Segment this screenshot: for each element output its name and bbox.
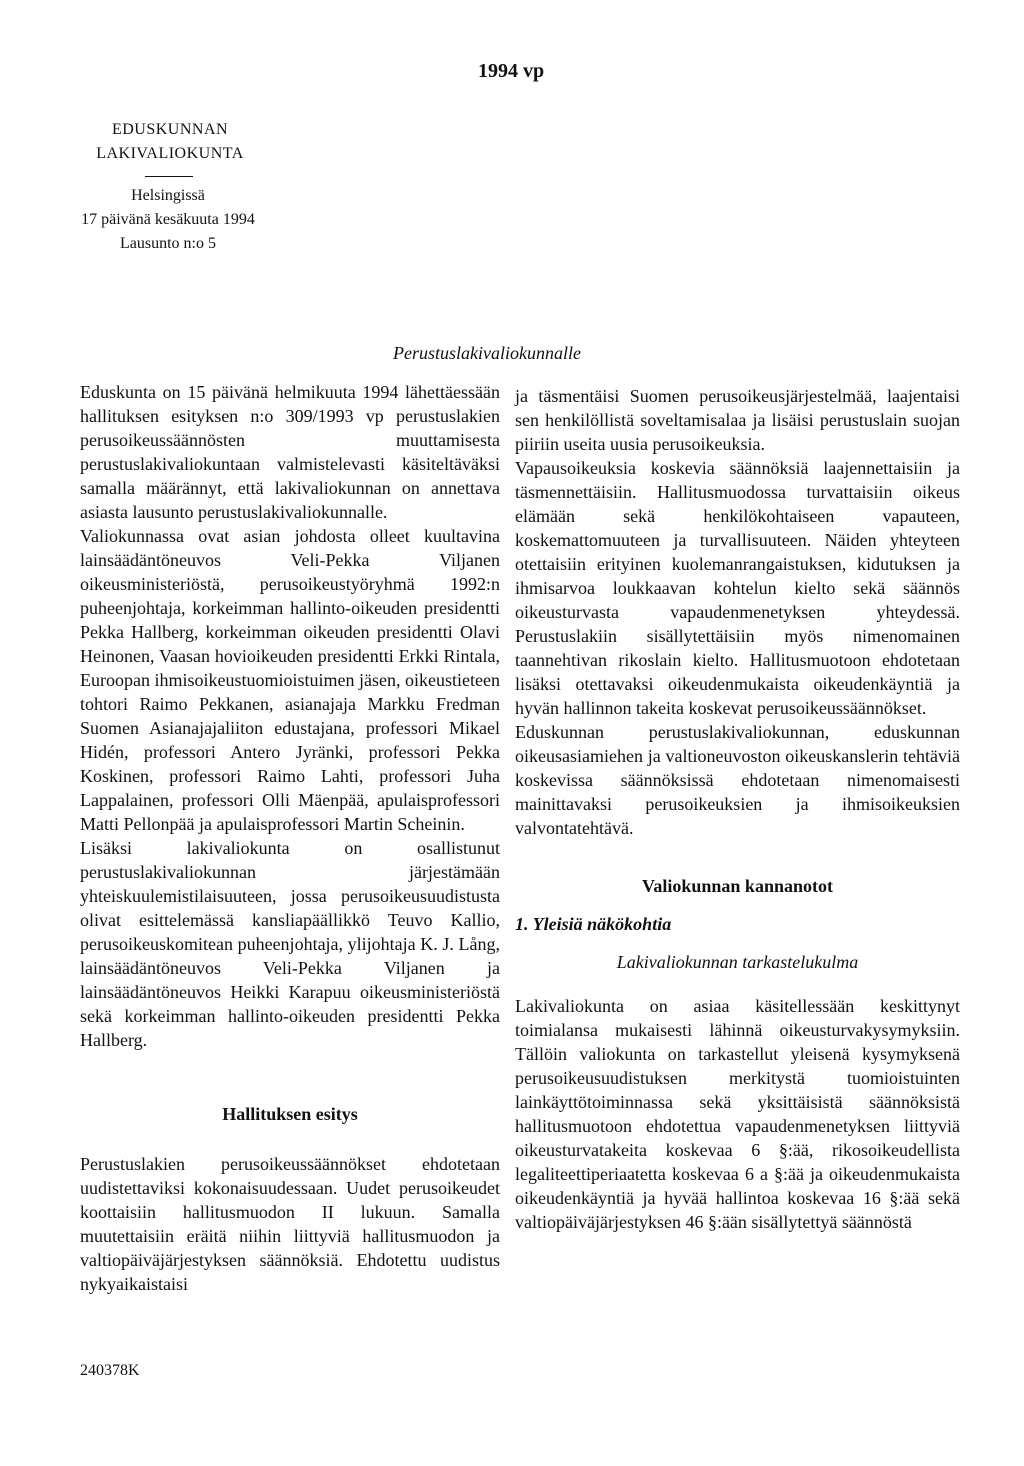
- place: Helsingissä: [131, 187, 205, 204]
- header-divider: [145, 176, 193, 177]
- section-heading: Valiokunnan kannanotot: [642, 876, 833, 896]
- right-column: [515, 384, 960, 1234]
- paragraph: Valiokunnassa ovat asian johdosta olleet kuultavina lainsäädäntöneuvos Veli-Pekka Viljanen oikeusministeriöstä, perusoikeustyöryhmä 1992:n puheenjohtaja, korkeimman hallinto-oikeuden presidentti Pekka Hallberg, korkeimman oikeuden presidentti Olavi Heinonen, Vaasan hovioikeuden presidentti Erkki Rintala, Euroopan ihmisoikeustuomioistuimen jäsen, oikeustieteen tohtori Raimo Pekkanen, asianajaja Markku Fredman Suomen Asianajajaliiton edustajana, professori Mikael Hidén, professori Antero Jyränki, professori Pekka Koskinen, professori Raimo Lahti, professori Juha Lappalainen, professori Olli Mäenpää, apulaisprofessori Matti Pellonpää ja apulaisprofessori Martin Scheinin.: [80, 526, 500, 834]
- date: 17 päivänä kesäkuuta 1994: [81, 211, 255, 228]
- org-line-2: LAKIVALIOKUNTA: [96, 145, 244, 162]
- organization-header: [60, 118, 280, 166]
- paragraph: Perustuslakien perusoikeussäännökset ehdotetaan uudistettaviksi kokonaisuudessaan. Uudet perusoikeudet koottaisiin hallitusmuodon II lukuun. Samalla muutettaisiin eräitä niihin liittyviä hallitusmuodon ja valtiopäiväjärjestyksen säännöksiä. Ehdotettu uudistus nykyaikaistaisi: [80, 1154, 500, 1294]
- page-number: 1994 vp: [478, 60, 545, 82]
- paragraph: ja täsmentäisi Suomen perusoikeusjärjestelmää, laajentaisi sen henkilöllistä soveltamisalaa ja lisäisi perustuslain suojan piiriin useita uusia perusoikeuksia.: [515, 386, 960, 454]
- paragraph: Vapausoikeuksia koskevia säännöksiä laajennettaisiin ja täsmennettäisiin. Hallitusmuodossa turvattaisiin oikeus elämään sekä henkilökohtaiseen vapauteen, koskemattomuuteen ja turvallisuuteen. Näiden yhteyteen otettaisiin erityinen kuolemanrangaistuksen, kidutuksen ja ihmisarvoa loukkaavan kohtelun kielto sekä säännös oikeusturvasta vapaudenmenetyksen yhteydessä. Perustuslakiin sisällytettäisiin myös nimenomainen taannehtivan rikoslain kielto. Hallitusmuotoon ehdotetaan lisäksi otettavaksi oikeudenmukaista oikeudenkäyntiä ja hyvän hallinnon takeita koskevat perusoikeussäännökset.: [515, 458, 960, 718]
- recipient: Perustuslakivaliokunnalle: [393, 343, 581, 363]
- subsection-heading: 1. Yleisiä näkökohtia: [515, 914, 672, 934]
- left-column: [80, 380, 500, 1296]
- org-line-1: EDUSKUNNAN: [111, 121, 229, 138]
- paragraph: Eduskunta on 15 päivänä helmikuuta 1994 lähettäessään hallituksen esityksen n:o 309/1993 vp perustuslakien perusoikeussäännösten muuttamisesta perustuslakivaliokuntaan valmistelevasti käsiteltäväksi samalla määrännyt, että lakivaliokunnan on annettava asiasta lausunto perustuslakivaliokunnalle.: [80, 382, 500, 522]
- statement-number: Lausunto n:o 5: [120, 235, 216, 252]
- document-code: 240378K: [80, 1362, 140, 1379]
- section-heading: Hallituksen esitys: [222, 1104, 358, 1124]
- document-meta: [18, 184, 318, 256]
- subsubsection-heading: Lakivaliokunnan tarkastelukulma: [616, 952, 859, 972]
- paragraph: Lakivaliokunta on asiaa käsitellessään keskittynyt toimialansa mukaisesti lähinnä oikeusturvakysymyksiin. Tällöin valiokunta on tarkastellut yleisenä kysymyksenä perusoikeusuudistuksen merkitystä tuomioistuinten lainkäyttötoiminnassa sekä yksittäisistä säännöksistä hallitusmuotoon ehdotettua vapaudenmenetyksen liittyviä oikeusturvatakeita koskevaa 6 §:ää, rikosoikeudellista legaliteettiperiaatetta koskevaa 6 a §:ää ja oikeudenmukaista oikeudenkäyntiä ja hyvää hallintoa koskevaa 16 §:ää sekä valtiopäiväjärjestyksen 46 §:ään sisällytettyä säännöstä: [515, 996, 960, 1232]
- paragraph: Lisäksi lakivaliokunta on osallistunut perustuslakivaliokunnan järjestämään yhteiskuulemistilaisuuteen, jossa perusoikeusuudistusta olivat esittelemässä kansliapäällikkö Teuvo Kallio, perusoikeuskomitean puheenjohtaja, ylijohtaja K. J. Lång, lainsäädäntöneuvos Veli-Pekka Viljanen ja lainsäädäntöneuvos Heikki Karapuu oikeusministeriöstä sekä korkeimman hallinto-oikeuden presidentti Pekka Hallberg.: [80, 838, 500, 1050]
- paragraph: Eduskunnan perustuslakivaliokunnan, eduskunnan oikeusasiamiehen ja valtioneuvoston oikeuskanslerin tehtäviä koskevissa säännöksissä ehdotetaan nimenomaisesti mainittavaksi perusoikeuksien ja ihmisoikeuksien valvontatehtävä.: [515, 722, 960, 838]
